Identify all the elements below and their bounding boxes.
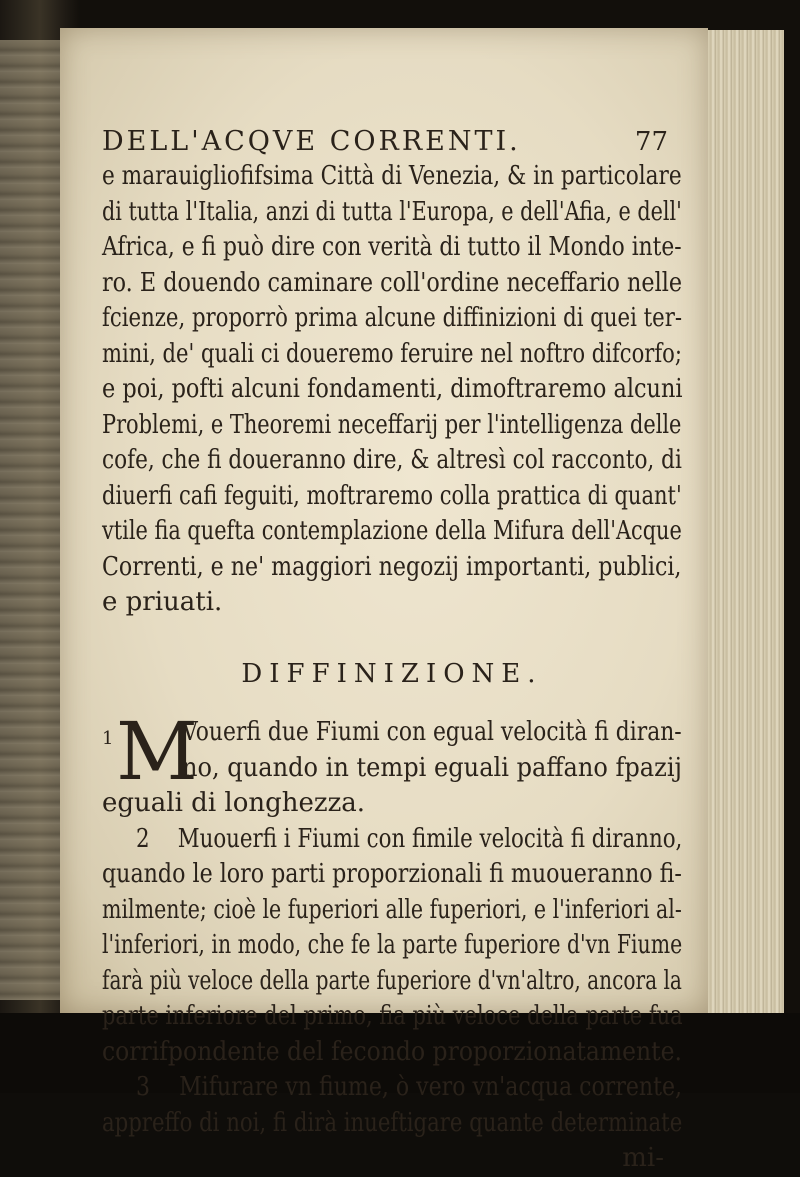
text-line: cofe, che fi doueranno dire, & altresì col racconto, di [102, 445, 682, 475]
text-line: l'inferiori, in modo, che fe la parte fuperiore d'vn Fiume [102, 930, 683, 960]
catchword: mi- [622, 1143, 664, 1173]
text-line: quando le loro parti proporzionali fi muoueranno fi- [102, 859, 682, 889]
text-line: di tutta l'Italia, anzi di tutta l'Europa, e dell'Afia, e dell' [102, 196, 682, 227]
page-stack-edge [708, 30, 784, 1015]
text-line: Problemi, e Theoremi neceffarij per l'intelligenza delle [102, 409, 682, 440]
text-line: e poi, pofti alcuni fondamenti, dimoftraremo alcuni [102, 374, 683, 404]
text-line: appreffo di noi, fi dirà inueftigare quante determinate [102, 1107, 683, 1138]
definition-first-line: Mifurare vn fiume, ò vero vn'acqua corrente, [179, 1072, 683, 1102]
page-text [102, 94, 682, 1177]
drop-cap: M [116, 705, 198, 798]
text-line: no, quando in tempi eguali paffano fpazij [182, 752, 683, 783]
text-line: vtile fia quefta contemplazione della Mifura dell'Acque [102, 516, 682, 546]
text-line: mini, de' quali ci doueremo feruire nel noftro difcorfo; [102, 338, 682, 369]
text-line: Africa, e fi può dire con verità di tutto il Mondo inte- [102, 232, 682, 262]
definition-2 [102, 822, 682, 1071]
intro-paragraph [102, 159, 682, 621]
text-line: corrifpondente del fecondo proporzionatamente. [102, 1036, 682, 1067]
text-line: Correnti, e ne' maggiori negozij importanti, publici, [102, 551, 682, 582]
text-line: fcienze, proporrò prima alcune diffinizioni di quei ter- [102, 303, 683, 333]
definition-number: 2 [136, 823, 150, 854]
definition-3 [102, 1070, 682, 1177]
text-line: e priuati. [102, 587, 223, 617]
text-line: farà più veloce della parte fuperiore d'vn'altro, ancora la [102, 965, 682, 996]
text-line: Vouerfi due Fiumi con egual velocità fi diran- [182, 717, 682, 747]
text-line: e marauigliofifsima Città di Venezia, & in particolare [102, 161, 682, 191]
running-title: DELL'ACQVE CORRENTI. [102, 126, 521, 157]
section-heading: DIFFINIZIONE. [241, 658, 543, 689]
running-head [102, 124, 682, 164]
text-line: ro. E douendo caminare coll'ordine neceffario nelle [102, 267, 683, 298]
definition-1 [102, 705, 683, 822]
definition-number: 3 [136, 1072, 151, 1102]
definition-first-line: Muouerfi i Fiumi con fimile velocità fi diranno, [177, 823, 683, 854]
definition-number: 1 [102, 728, 114, 749]
text-line: eguali di longhezza. [102, 788, 366, 818]
text-line: milmente; cioè le fuperiori alle fuperiori, e l'inferiori al- [102, 894, 682, 925]
page-number: 77 [634, 127, 668, 157]
text-line: diuerfi cafi feguiti, moftraremo colla prattica di quant' [102, 480, 682, 511]
text-line: parte inferiore del primo, fia più veloce della parte fua [102, 1001, 683, 1031]
text-line [108, 822, 683, 858]
text-line [107, 1070, 683, 1106]
